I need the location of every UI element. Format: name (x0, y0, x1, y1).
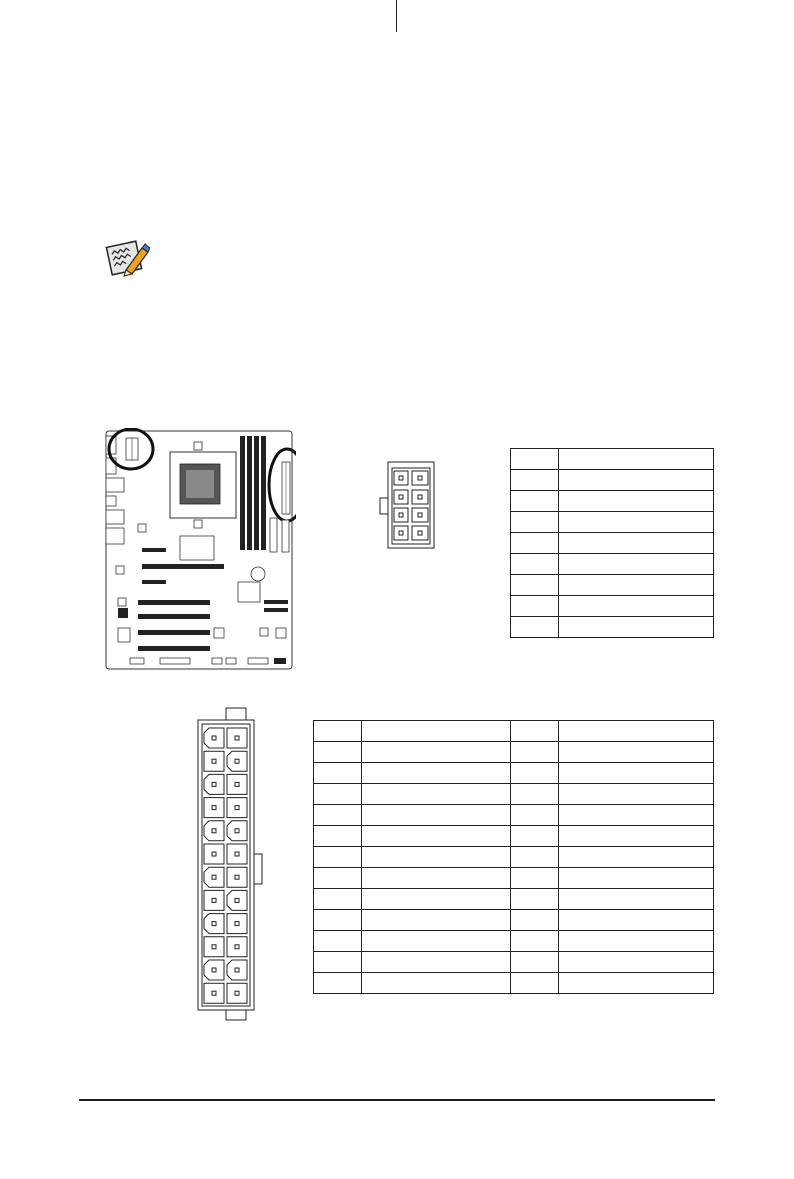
table-row (511, 533, 714, 554)
table-cell (361, 805, 511, 826)
table-cell (559, 742, 714, 763)
table-row (511, 617, 714, 638)
pin-contact (235, 806, 239, 810)
table-cell (361, 826, 511, 847)
pin-contact (235, 829, 239, 833)
pin-contact (212, 736, 216, 740)
table-cell (558, 533, 713, 554)
top-center-mark (396, 0, 397, 32)
table-row (314, 742, 714, 763)
atx-connector-diagram (196, 706, 266, 1027)
table-cell (314, 826, 362, 847)
table-cell (511, 868, 559, 889)
table-cell (511, 470, 559, 491)
table-row (314, 973, 714, 994)
table-row (511, 596, 714, 617)
table-cell (314, 805, 362, 826)
table-row (314, 952, 714, 973)
table-cell (314, 910, 362, 931)
table-cell (511, 763, 559, 784)
table-cell (314, 889, 362, 910)
table-cell (314, 784, 362, 805)
table-cell (511, 491, 559, 512)
table-cell (314, 952, 362, 973)
pin-contact (235, 922, 239, 926)
table-cell (558, 512, 713, 533)
table-cell (559, 805, 714, 826)
table-cell (511, 575, 559, 596)
table-cell (511, 805, 559, 826)
table-cell (511, 889, 559, 910)
table-cell (361, 742, 511, 763)
table-cell (559, 973, 714, 994)
table-cell (511, 952, 559, 973)
pin-contact (212, 945, 216, 949)
table-cell (314, 742, 362, 763)
table-row (511, 575, 714, 596)
table-cell (559, 847, 714, 868)
table-cell (511, 533, 559, 554)
table-row (314, 910, 714, 931)
table-cell (559, 763, 714, 784)
atx12v-connector-diagram (378, 460, 438, 555)
pin-contact (235, 736, 239, 740)
table-cell (559, 910, 714, 931)
table-row (314, 826, 714, 847)
table-cell (361, 931, 511, 952)
table-row (511, 512, 714, 533)
table-cell (361, 910, 511, 931)
table-row (314, 889, 714, 910)
table-cell (314, 931, 362, 952)
table-cell (558, 575, 713, 596)
pin-contact (235, 875, 239, 879)
table-row (314, 868, 714, 889)
table-cell (558, 554, 713, 575)
pin-contact (235, 991, 239, 995)
atx12v-pin-table (510, 448, 714, 638)
pin-contact (212, 852, 216, 856)
table-cell (558, 470, 713, 491)
pin-contact (235, 898, 239, 902)
table-cell (314, 721, 362, 742)
table-cell (511, 554, 559, 575)
table-cell (559, 931, 714, 952)
table-cell (511, 449, 559, 470)
pencil-note-icon (104, 236, 150, 278)
pin-contact (235, 782, 239, 786)
table-cell (361, 973, 511, 994)
pin-contact (212, 991, 216, 995)
table-cell (361, 868, 511, 889)
table-cell (558, 449, 713, 470)
table-cell (558, 617, 713, 638)
table-cell (361, 763, 511, 784)
table-cell (314, 973, 362, 994)
footer-rule (79, 1099, 715, 1101)
table-cell (511, 784, 559, 805)
table-cell (558, 491, 713, 512)
table-cell (559, 826, 714, 847)
table-cell (361, 952, 511, 973)
pin-contact (212, 782, 216, 786)
table-row (511, 491, 714, 512)
table-cell (511, 847, 559, 868)
table-row (314, 805, 714, 826)
pin-contact (235, 945, 239, 949)
table-cell (511, 931, 559, 952)
table-cell (361, 847, 511, 868)
table-row (314, 784, 714, 805)
table-cell (314, 763, 362, 784)
table-cell (511, 596, 559, 617)
pin-contact (212, 875, 216, 879)
table-cell (559, 952, 714, 973)
table-row (314, 931, 714, 952)
pin-contact (212, 829, 216, 833)
table-row (314, 763, 714, 784)
table-cell (361, 784, 511, 805)
table-cell (511, 617, 559, 638)
motherboard-diagram (104, 428, 296, 678)
pin-contact (235, 968, 239, 972)
table-cell (314, 847, 362, 868)
table-cell (361, 721, 511, 742)
table-cell (314, 868, 362, 889)
pin-contact (235, 852, 239, 856)
table-row (511, 470, 714, 491)
pin-contact (212, 968, 216, 972)
table-cell (558, 596, 713, 617)
table-row (511, 449, 714, 470)
pin-contact (212, 898, 216, 902)
table-cell (511, 721, 559, 742)
table-row (511, 554, 714, 575)
table-row (314, 721, 714, 742)
table-cell (559, 868, 714, 889)
pin-contact (235, 759, 239, 763)
table-cell (511, 742, 559, 763)
table-cell (511, 512, 559, 533)
table-cell (511, 826, 559, 847)
table-cell (511, 910, 559, 931)
table-cell (559, 721, 714, 742)
table-cell (361, 889, 511, 910)
table-cell (511, 973, 559, 994)
pin-contact (212, 759, 216, 763)
atx-pin-table (313, 720, 714, 994)
table-row (314, 847, 714, 868)
pin-contact (212, 806, 216, 810)
table-cell (559, 784, 714, 805)
table-cell (559, 889, 714, 910)
pin-contact (212, 922, 216, 926)
